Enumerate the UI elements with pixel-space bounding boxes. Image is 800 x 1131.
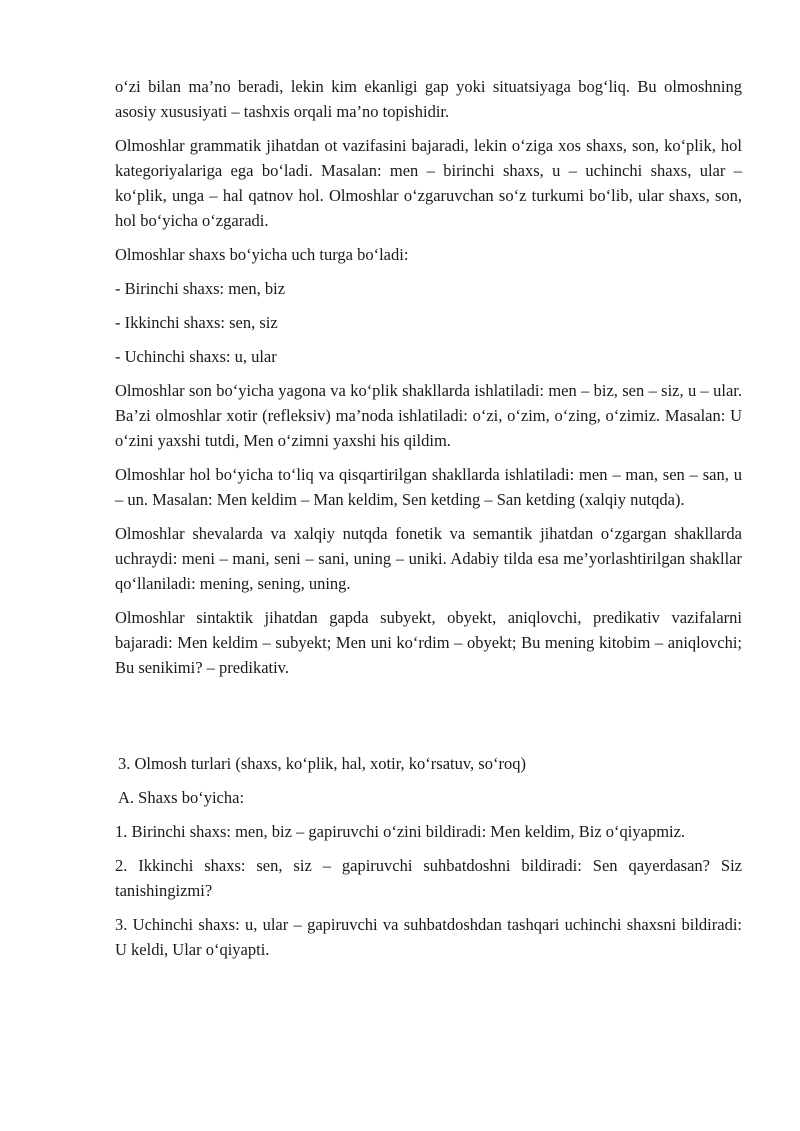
paragraph: Olmoshlar hol bo‘yicha to‘liq va qisqartirilgan shakllarda ishlatiladi: men – man, sen – san, u – un. Masalan: Men keldim – Man keldim, Sen ketding – San ketding (xalqiy nutqda). (115, 465, 742, 509)
paragraph: Olmoshlar sintaktik jihatdan gapda subyekt, obyekt, aniqlovchi, predikativ vazifalarni bajaradi: Men keldim – subyekt; Men uni ko‘rdim – obyekt; Bu mening kitobim – aniqlovchi; Bu senikimi? – predikativ. (115, 608, 742, 677)
paragraph: Olmoshlar grammatik jihatdan ot vazifasini bajaradi, lekin o‘ziga xos shaxs, son, ko‘plik, hol kategoriyalariga ega bo‘ladi. Masalan: men – birinchi shaxs, u – uchinchi shaxs, ular – ko‘plik, unga – hal qatnov hol. Olmoshlar o‘zgaruvchan so‘z turkumi bo‘lib, ular shaxs, son, hol bo‘yicha o‘zgaradi. (115, 136, 742, 230)
document-body (115, 74, 742, 971)
paragraph: Olmoshlar son bo‘yicha yagona va ko‘plik shakllarda ishlatiladi: men – biz, sen – siz, u – ular. Ba’zi olmoshlar xotir (refleksiv) ma’noda ishlatiladi: o‘zi, o‘zim, o‘zing, o‘zimiz. Masalan: U o‘zini yaxshi tutdi, Men o‘zimni yaxshi his qildim. (115, 381, 742, 450)
blank-space (115, 689, 742, 751)
paragraph: 2. Ikkinchi shaxs: sen, siz – gapiruvchi suhbatdoshni bildiradi: Sen qayerdasan? Siz tanishingizmi? (115, 856, 742, 900)
paragraph: 1. Birinchi shaxs: men, biz – gapiruvchi o‘zini bildiradi: Men keldim, Biz o‘qiyapmiz. (115, 822, 686, 841)
list-item: - Uchinchi shaxs: u, ular (115, 347, 277, 366)
paragraph: Olmoshlar shevalarda va xalqiy nutqda fonetik va semantik jihatdan o‘zgargan shakllarda uchraydi: meni – mani, seni – sani, uning – uniki. Adabiy tilda esa me’yorlashtirilgan shakllar qo‘llaniladi: mening, sening, uning. (115, 524, 742, 593)
paragraph: 3. Uchinchi shaxs: u, ular – gapiruvchi va suhbatdoshdan tashqari uchinchi shaxsni bildiradi: U keldi, Ular o‘qiyapti. (115, 915, 742, 959)
list-item: - Ikkinchi shaxs: sen, siz (115, 313, 278, 332)
subheading: A. Shaxs bo‘yicha: (118, 788, 245, 807)
paragraph: o‘zi bilan ma’no beradi, lekin kim ekanligi gap yoki situatsiyaga bog‘liq. Bu olmoshning asosiy xususiyati – tashxis orqali ma’no topishidir. (115, 77, 742, 121)
list-item: - Birinchi shaxs: men, biz (115, 279, 286, 298)
section-heading: 3. Olmosh turlari (shaxs, ko‘plik, hal, xotir, ko‘rsatuv, so‘roq) (118, 754, 526, 773)
paragraph: Olmoshlar shaxs bo‘yicha uch turga bo‘ladi: (115, 245, 409, 264)
